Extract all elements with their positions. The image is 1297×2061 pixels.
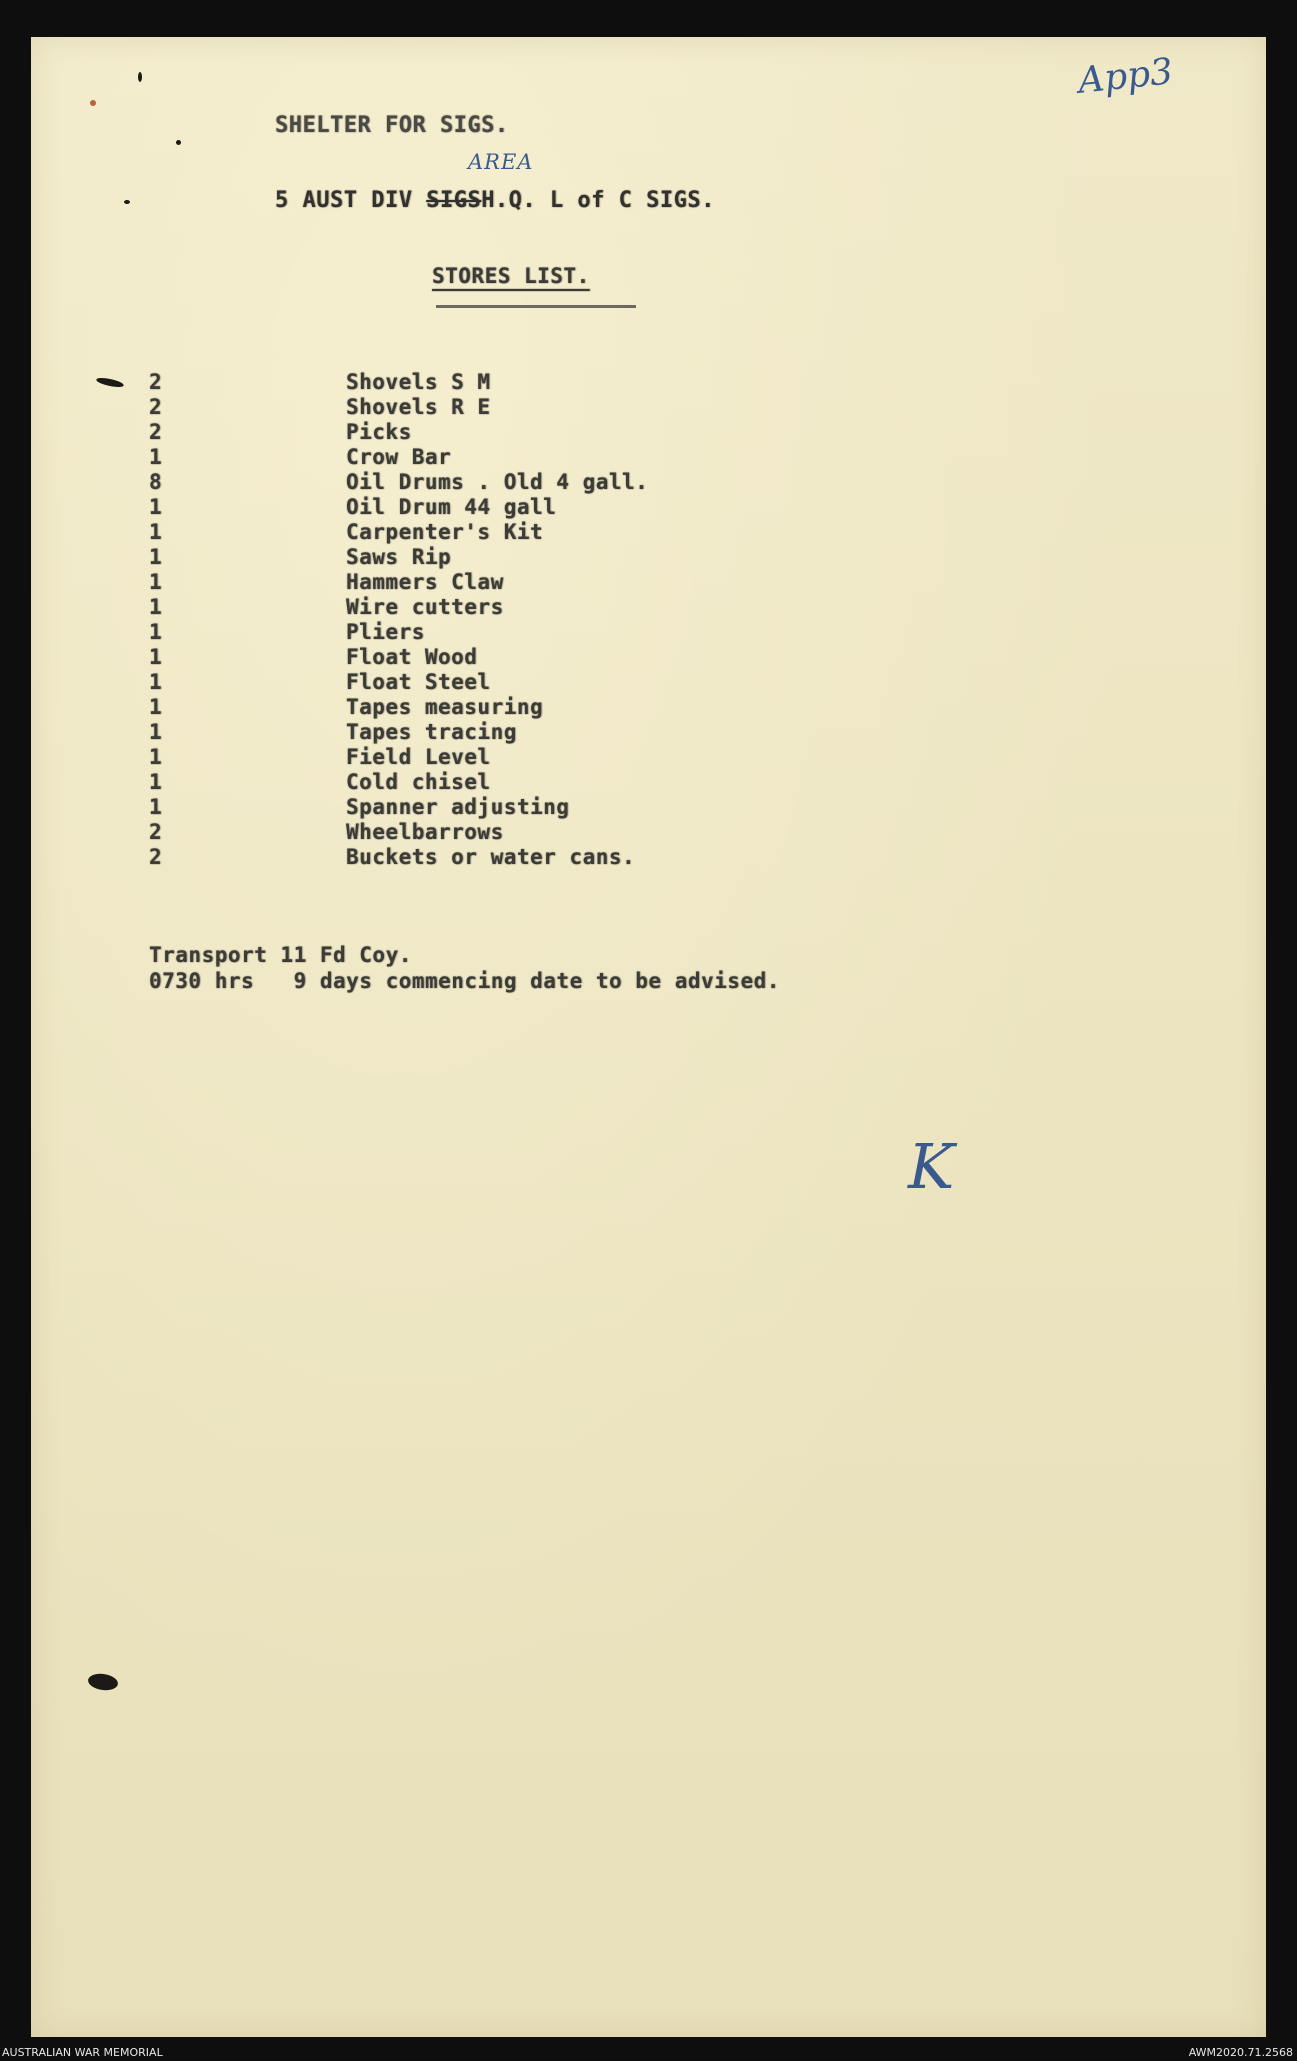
stores-item-quantity: 1 xyxy=(149,595,163,619)
stores-item-quantity: 1 xyxy=(149,670,163,694)
unit-line xyxy=(275,188,715,213)
stores-item-quantity: 1 xyxy=(149,545,163,569)
stores-item-name: Pliers xyxy=(346,620,425,644)
stores-item-name: Wire cutters xyxy=(346,595,504,619)
stores-item-name: Shovels R E xyxy=(346,395,491,419)
struck-text: SIGS xyxy=(426,188,482,213)
punch-hole-mark xyxy=(124,200,130,204)
stores-item-quantity: 1 xyxy=(149,745,163,769)
stores-item-quantity: 1 xyxy=(149,495,163,519)
stores-item-quantity: 2 xyxy=(149,820,163,844)
stores-list-heading: STORES LIST. xyxy=(432,264,590,288)
stores-item-name: Field Level xyxy=(346,745,491,769)
stores-item-name: Carpenter's Kit xyxy=(346,520,544,544)
unit-prefix: 5 AUST DIV xyxy=(275,188,427,213)
stores-item-quantity: 2 xyxy=(149,420,163,444)
stores-item-quantity: 2 xyxy=(149,845,163,869)
handwritten-area-note: AREA xyxy=(468,150,534,174)
rust-spot xyxy=(90,100,96,106)
document-page xyxy=(31,37,1266,2037)
stores-item-quantity: 2 xyxy=(149,370,163,394)
stores-item-name: Float Steel xyxy=(346,670,491,694)
handwritten-initial: K xyxy=(908,1130,955,1203)
stores-item-name: Tapes measuring xyxy=(346,695,544,719)
transport-line: Transport 11 Fd Coy. xyxy=(149,943,412,967)
punch-hole-mark xyxy=(176,140,181,145)
unit-suffix: H.Q. L of C SIGS. xyxy=(481,188,715,213)
document-title: SHELTER FOR SIGS. xyxy=(275,113,509,138)
stores-item-name: Tapes tracing xyxy=(346,720,517,744)
stores-item-quantity: 1 xyxy=(149,770,163,794)
stores-item-name: Saws Rip xyxy=(346,545,452,569)
stores-item-quantity: 1 xyxy=(149,520,163,544)
stores-item-name: Oil Drum 44 gall xyxy=(346,495,557,519)
stores-item-quantity: 1 xyxy=(149,445,163,469)
heading-double-underline xyxy=(436,305,636,308)
stores-item-quantity: 1 xyxy=(149,795,163,819)
stores-item-quantity: 1 xyxy=(149,570,163,594)
stores-item-name: Hammers Claw xyxy=(346,570,504,594)
stores-item-name: Oil Drums . Old 4 gall. xyxy=(346,470,649,494)
handwritten-reference: App3 xyxy=(1076,51,1175,102)
stores-item-quantity: 1 xyxy=(149,620,163,644)
stores-item-name: Float Wood xyxy=(346,645,478,669)
stores-item-quantity: 8 xyxy=(149,470,163,494)
stores-item-name: Spanner adjusting xyxy=(346,795,570,819)
stores-item-name: Shovels S M xyxy=(346,370,491,394)
stores-item-name: Wheelbarrows xyxy=(346,820,504,844)
stores-item-quantity: 1 xyxy=(149,695,163,719)
stores-item-quantity: 2 xyxy=(149,395,163,419)
stores-item-name: Picks xyxy=(346,420,412,444)
punch-hole-mark xyxy=(138,72,142,82)
stores-item-name: Cold chisel xyxy=(346,770,491,794)
archive-reference: AWM2020.71.2568 xyxy=(1188,2046,1293,2059)
stores-item-name: Buckets or water cans. xyxy=(346,845,636,869)
schedule-line: 0730 hrs 9 days commencing date to be advised. xyxy=(149,969,780,993)
stores-item-name: Crow Bar xyxy=(346,445,452,469)
archive-caption: AUSTRALIAN WAR MEMORIAL xyxy=(2,2046,163,2059)
stores-item-quantity: 1 xyxy=(149,720,163,744)
stores-item-quantity: 1 xyxy=(149,645,163,669)
